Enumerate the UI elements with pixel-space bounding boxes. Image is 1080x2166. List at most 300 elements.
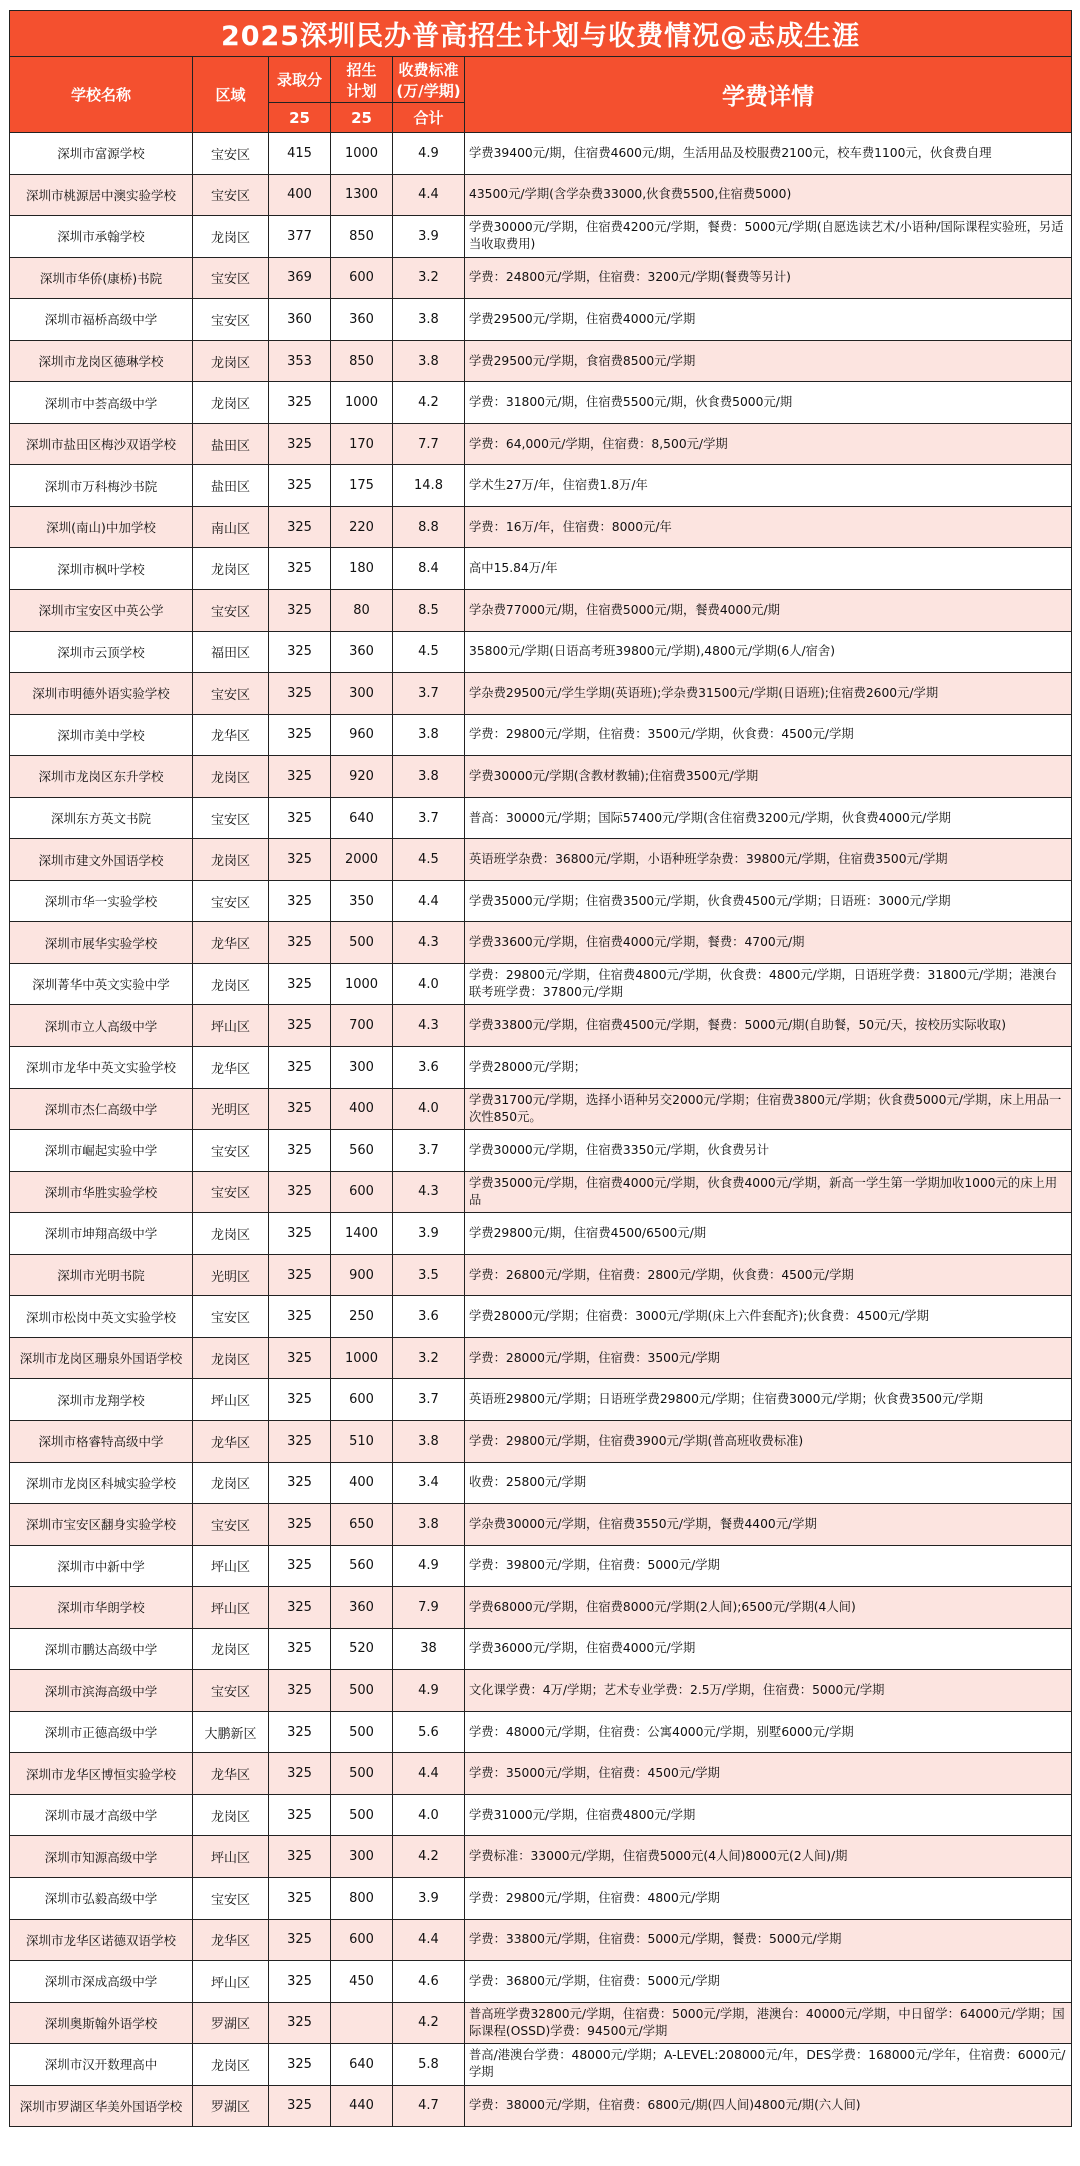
score-cell: 325 — [269, 1628, 331, 1670]
fee-detail-cell: 学费33600元/学期，住宿费4000元/学期，餐费：4700元/期 — [465, 922, 1072, 964]
fee-detail-cell: 学杂费30000元/学期，住宿费3550元/学期，餐费4400元/学期 — [465, 1504, 1072, 1546]
school-name-cell: 深圳市鹏达高级中学 — [10, 1628, 193, 1670]
region-cell: 宝安区 — [193, 880, 269, 922]
plan-cell: 1400 — [331, 1213, 393, 1255]
header-plan — [331, 57, 393, 103]
plan-cell: 800 — [331, 1877, 393, 1919]
school-name-cell: 深圳市汉开数理高中 — [10, 2044, 193, 2086]
region-cell: 宝安区 — [193, 1296, 269, 1338]
table-row — [10, 1919, 1072, 1961]
fee-cell: 4.4 — [393, 1753, 465, 1795]
fee-cell: 4.3 — [393, 922, 465, 964]
score-cell: 325 — [269, 2044, 331, 2086]
school-name-cell: 深圳市杰仁高级中学 — [10, 1088, 193, 1130]
fee-cell: 4.3 — [393, 1005, 465, 1047]
fee-detail-cell: 学费30000元/学期(含教材教辅);住宿费3500元/学期 — [465, 756, 1072, 798]
fee-cell: 38 — [393, 1628, 465, 1670]
plan-cell: 850 — [331, 216, 393, 258]
header-fee — [393, 57, 465, 103]
fee-cell: 3.8 — [393, 340, 465, 382]
score-cell: 325 — [269, 1462, 331, 1504]
school-name-cell: 深圳市格睿特高级中学 — [10, 1420, 193, 1462]
plan-cell: 500 — [331, 1711, 393, 1753]
school-name-cell: 深圳市龙华区博恒实验学校 — [10, 1753, 193, 1795]
region-cell: 龙华区 — [193, 1919, 269, 1961]
region-cell: 龙岗区 — [193, 756, 269, 798]
fee-cell: 4.9 — [393, 1670, 465, 1712]
plan-cell: 920 — [331, 756, 393, 798]
fee-cell: 3.8 — [393, 299, 465, 341]
header-region: 区域 — [193, 57, 269, 133]
table-row — [10, 922, 1072, 964]
school-name-cell: 深圳市华朗学校 — [10, 1587, 193, 1629]
school-name-cell: 深圳市坤翔高级中学 — [10, 1213, 193, 1255]
score-cell: 325 — [269, 548, 331, 590]
region-cell: 光明区 — [193, 1254, 269, 1296]
fee-cell: 3.7 — [393, 673, 465, 715]
score-cell: 325 — [269, 1254, 331, 1296]
score-cell: 325 — [269, 1587, 331, 1629]
table-row — [10, 1047, 1072, 1089]
school-name-cell: 深圳市松岗中英文实验学校 — [10, 1296, 193, 1338]
region-cell: 宝安区 — [193, 1130, 269, 1172]
region-cell: 坪山区 — [193, 1379, 269, 1421]
fee-detail-cell: 英语班29800元/学期；日语班学费29800元/学期；住宿费3000元/学期；伙食费3500元/学期 — [465, 1379, 1072, 1421]
score-cell: 325 — [269, 797, 331, 839]
score-cell: 325 — [269, 1753, 331, 1795]
fee-detail-cell: 学费：36800元/学期，住宿费：5000元/学期 — [465, 1961, 1072, 2003]
score-cell: 325 — [269, 756, 331, 798]
school-name-cell: 深圳市龙华中英文实验学校 — [10, 1047, 193, 1089]
fee-detail-cell: 学费39400元/期，住宿费4600元/期，生活用品及校服费2100元，校车费1100元，伙食费自理 — [465, 133, 1072, 175]
fee-detail-cell: 学费29500元/学期，食宿费8500元/学期 — [465, 340, 1072, 382]
region-cell: 龙岗区 — [193, 1337, 269, 1379]
fee-detail-cell: 学费：64,000元/学期，住宿费：8,500元/学期 — [465, 423, 1072, 465]
school-name-cell: 深圳市富源学校 — [10, 133, 193, 175]
region-cell: 南山区 — [193, 506, 269, 548]
score-cell: 325 — [269, 1711, 331, 1753]
plan-cell: 450 — [331, 1961, 393, 2003]
table-row — [10, 590, 1072, 632]
table-row — [10, 1420, 1072, 1462]
plan-cell: 600 — [331, 1379, 393, 1421]
fee-detail-cell: 英语班学杂费：36800元/学期，小语种班学杂费：39800元/学期，住宿费3500元/学期 — [465, 839, 1072, 881]
table-row — [10, 1254, 1072, 1296]
score-cell: 325 — [269, 2085, 331, 2127]
school-name-cell: 深圳(南山)中加学校 — [10, 506, 193, 548]
plan-cell: 175 — [331, 465, 393, 507]
fee-detail-cell: 学费：48000元/学期，住宿费：公寓4000元/学期，别墅6000元/学期 — [465, 1711, 1072, 1753]
score-cell: 325 — [269, 1836, 331, 1878]
plan-cell: 1000 — [331, 1337, 393, 1379]
score-cell: 325 — [269, 1213, 331, 1255]
page-title: 2025深圳民办普高招生计划与收费情况@志成生涯 — [10, 11, 1072, 57]
school-name-cell: 深圳市立人高级中学 — [10, 1005, 193, 1047]
school-name-cell: 深圳市展华实验学校 — [10, 922, 193, 964]
school-name-cell: 深圳市建文外国语学校 — [10, 839, 193, 881]
region-cell: 龙华区 — [193, 714, 269, 756]
fee-cell: 3.9 — [393, 216, 465, 258]
region-cell: 龙华区 — [193, 1047, 269, 1089]
score-cell: 325 — [269, 880, 331, 922]
fee-cell: 4.0 — [393, 963, 465, 1005]
fee-cell: 3.9 — [393, 1877, 465, 1919]
plan-cell: 560 — [331, 1130, 393, 1172]
region-cell: 龙岗区 — [193, 216, 269, 258]
fee-detail-cell: 35800元/学期(日语高考班39800元/学期),4800元/学期(6人/宿舍) — [465, 631, 1072, 673]
plan-cell: 220 — [331, 506, 393, 548]
school-name-cell: 深圳市明德外语实验学校 — [10, 673, 193, 715]
fee-cell: 3.8 — [393, 1420, 465, 1462]
region-cell: 罗湖区 — [193, 2002, 269, 2044]
fee-detail-cell: 学费：24800元/学期，住宿费：3200元/学期(餐费等另计) — [465, 257, 1072, 299]
plan-cell: 500 — [331, 1753, 393, 1795]
fee-detail-cell: 学费：28000元/学期，住宿费：3500元/学期 — [465, 1337, 1072, 1379]
school-name-cell: 深圳市宝安区中英公学 — [10, 590, 193, 632]
plan-cell: 2000 — [331, 839, 393, 881]
fee-cell: 3.7 — [393, 1130, 465, 1172]
table-row — [10, 1462, 1072, 1504]
score-cell: 325 — [269, 1337, 331, 1379]
region-cell: 龙岗区 — [193, 963, 269, 1005]
score-cell: 325 — [269, 1088, 331, 1130]
fee-cell: 3.9 — [393, 1213, 465, 1255]
region-cell: 宝安区 — [193, 1670, 269, 1712]
score-cell: 325 — [269, 922, 331, 964]
table-row — [10, 2002, 1072, 2044]
header-fee-sub: 合计 — [393, 103, 465, 133]
fee-detail-cell: 学费：26800元/学期，住宿费：2800元/学期，伙食费：4500元/学期 — [465, 1254, 1072, 1296]
plan-cell: 300 — [331, 1836, 393, 1878]
fee-detail-cell: 学费31000元/学期，住宿费4800元/学期 — [465, 1794, 1072, 1836]
region-cell: 盐田区 — [193, 465, 269, 507]
fee-detail-cell: 学费29800元/期，住宿费4500/6500元/期 — [465, 1213, 1072, 1255]
table-row — [10, 797, 1072, 839]
score-cell: 325 — [269, 1379, 331, 1421]
fee-detail-cell: 学费28000元/学期； — [465, 1047, 1072, 1089]
plan-cell: 700 — [331, 1005, 393, 1047]
region-cell: 宝安区 — [193, 174, 269, 216]
fee-cell: 3.7 — [393, 797, 465, 839]
fee-cell: 4.5 — [393, 631, 465, 673]
fee-detail-cell: 学费33800元/学期，住宿费4500元/学期，餐费：5000元/期(自助餐，50元/天，按校历实际收取) — [465, 1005, 1072, 1047]
table-row — [10, 340, 1072, 382]
fee-detail-cell: 学费标准：33000元/学期，住宿费5000元(4人间)8000元(2人间)/期 — [465, 1836, 1072, 1878]
score-cell: 325 — [269, 673, 331, 715]
school-name-cell: 深圳市中新中学 — [10, 1545, 193, 1587]
table-row — [10, 673, 1072, 715]
region-cell: 罗湖区 — [193, 2085, 269, 2127]
school-name-cell: 深圳市龙岗区德琳学校 — [10, 340, 193, 382]
plan-cell: 520 — [331, 1628, 393, 1670]
school-name-cell: 深圳菁华中英文实验中学 — [10, 963, 193, 1005]
school-name-cell: 深圳市弘毅高级中学 — [10, 1877, 193, 1919]
table-row — [10, 1711, 1072, 1753]
school-name-cell: 深圳市罗湖区华美外国语学校 — [10, 2085, 193, 2127]
region-cell: 宝安区 — [193, 1171, 269, 1213]
plan-cell: 600 — [331, 257, 393, 299]
fee-detail-cell: 学费：16万/年，住宿费：8000元/年 — [465, 506, 1072, 548]
region-cell: 龙岗区 — [193, 1794, 269, 1836]
score-cell: 369 — [269, 257, 331, 299]
score-cell: 325 — [269, 1877, 331, 1919]
fee-cell: 4.4 — [393, 880, 465, 922]
fee-cell: 3.6 — [393, 1047, 465, 1089]
fee-detail-cell: 学费：29800元/学期，住宿费4800元/学期，伙食费：4800元/学期，日语班学费：31800元/学期；港澳台联考班学费：37800元/学期 — [465, 963, 1072, 1005]
region-cell: 宝安区 — [193, 133, 269, 175]
plan-cell: 360 — [331, 1587, 393, 1629]
fee-detail-cell: 普高班学费32800元/学期，住宿费：5000元/学期，港澳台：40000元/学期，中日留学：64000元/学期；国际课程(OSSD)学费：94500元/学期 — [465, 2002, 1072, 2044]
score-cell: 325 — [269, 1130, 331, 1172]
score-cell: 325 — [269, 1545, 331, 1587]
table-row — [10, 423, 1072, 465]
region-cell: 宝安区 — [193, 797, 269, 839]
region-cell: 龙岗区 — [193, 1213, 269, 1255]
fee-cell: 4.4 — [393, 174, 465, 216]
fee-cell: 4.2 — [393, 2002, 465, 2044]
fee-cell: 3.4 — [393, 1462, 465, 1504]
score-cell: 377 — [269, 216, 331, 258]
table-row — [10, 1794, 1072, 1836]
table-row — [10, 1171, 1072, 1213]
plan-cell: 180 — [331, 548, 393, 590]
score-cell: 400 — [269, 174, 331, 216]
school-name-cell: 深圳市华胜实验学校 — [10, 1171, 193, 1213]
school-name-cell: 深圳市龙岗区东升学校 — [10, 756, 193, 798]
plan-cell: 500 — [331, 1794, 393, 1836]
plan-cell: 500 — [331, 922, 393, 964]
score-cell: 325 — [269, 1296, 331, 1338]
fee-detail-cell: 学费31700元/学期，选择小语种另交2000元/学期；住宿费3800元/学期；伙食费5000元/学期，床上用品一次性850元。 — [465, 1088, 1072, 1130]
header-fee-line1: 收费标准 — [398, 60, 459, 79]
region-cell: 龙岗区 — [193, 340, 269, 382]
table-row — [10, 714, 1072, 756]
table-row — [10, 1296, 1072, 1338]
table-row — [10, 1836, 1072, 1878]
plan-cell: 650 — [331, 1504, 393, 1546]
plan-cell: 600 — [331, 1919, 393, 1961]
fee-detail-cell: 普高：30000元/学期；国际57400元/学期(含住宿费3200元/学期，伙食费4000元/学期 — [465, 797, 1072, 839]
region-cell: 坪山区 — [193, 1961, 269, 2003]
table-row — [10, 1088, 1072, 1130]
table-row — [10, 880, 1072, 922]
plan-cell: 300 — [331, 673, 393, 715]
plan-cell: 640 — [331, 797, 393, 839]
fee-detail-cell: 43500元/学期(含学杂费33000,伙食费5500,住宿费5000) — [465, 174, 1072, 216]
plan-cell: 510 — [331, 1420, 393, 1462]
table-row — [10, 1753, 1072, 1795]
table-row — [10, 216, 1072, 258]
fee-detail-cell: 学费：33800元/学期，住宿费：5000元/学期，餐费：5000元/学期 — [465, 1919, 1072, 1961]
school-name-cell: 深圳市晟才高级中学 — [10, 1794, 193, 1836]
school-name-cell: 深圳市龙华区诺德双语学校 — [10, 1919, 193, 1961]
fee-cell: 4.2 — [393, 1836, 465, 1878]
score-cell: 325 — [269, 1919, 331, 1961]
school-name-cell: 深圳市正德高级中学 — [10, 1711, 193, 1753]
region-cell: 龙岗区 — [193, 548, 269, 590]
school-name-cell: 深圳市光明书院 — [10, 1254, 193, 1296]
table-row — [10, 1130, 1072, 1172]
score-cell: 325 — [269, 1047, 331, 1089]
region-cell: 宝安区 — [193, 590, 269, 632]
fee-cell: 14.8 — [393, 465, 465, 507]
plan-cell: 960 — [331, 714, 393, 756]
plan-cell: 850 — [331, 340, 393, 382]
table-row — [10, 756, 1072, 798]
school-name-cell: 深圳东方英文书院 — [10, 797, 193, 839]
fee-cell: 4.5 — [393, 839, 465, 881]
fee-cell: 5.6 — [393, 1711, 465, 1753]
fee-detail-cell: 学费35000元/学期；住宿费3500元/学期，伙食费4500元/学期；日语班：3000元/学期 — [465, 880, 1072, 922]
fee-cell: 3.6 — [393, 1296, 465, 1338]
fee-cell: 7.7 — [393, 423, 465, 465]
table-row — [10, 1587, 1072, 1629]
school-name-cell: 深圳市龙翔学校 — [10, 1379, 193, 1421]
region-cell: 宝安区 — [193, 1504, 269, 1546]
fee-cell: 8.8 — [393, 506, 465, 548]
region-cell: 龙岗区 — [193, 1462, 269, 1504]
plan-cell — [331, 2002, 393, 2044]
score-cell: 325 — [269, 506, 331, 548]
score-cell: 325 — [269, 1420, 331, 1462]
table-row — [10, 2044, 1072, 2086]
region-cell: 龙华区 — [193, 1420, 269, 1462]
school-name-cell: 深圳市龙岗区科城实验学校 — [10, 1462, 193, 1504]
fee-cell: 3.8 — [393, 756, 465, 798]
score-cell: 325 — [269, 1504, 331, 1546]
plan-cell: 80 — [331, 590, 393, 632]
table-row — [10, 1504, 1072, 1546]
plan-cell: 500 — [331, 1670, 393, 1712]
table-row — [10, 174, 1072, 216]
fee-detail-cell: 学费：35000元/学期，住宿费：4500元/学期 — [465, 1753, 1072, 1795]
table-row — [10, 506, 1072, 548]
school-name-cell: 深圳市中荟高级中学 — [10, 382, 193, 424]
school-name-cell: 深圳市深成高级中学 — [10, 1961, 193, 2003]
school-name-cell: 深圳市万科梅沙书院 — [10, 465, 193, 507]
plan-cell: 1300 — [331, 174, 393, 216]
region-cell: 龙岗区 — [193, 1628, 269, 1670]
fee-detail-cell: 学费：29800元/学期，住宿费3900元/学期(普高班收费标准) — [465, 1420, 1072, 1462]
score-cell: 325 — [269, 465, 331, 507]
fee-cell: 4.0 — [393, 1794, 465, 1836]
region-cell: 福田区 — [193, 631, 269, 673]
school-name-cell: 深圳市云顶学校 — [10, 631, 193, 673]
score-cell: 325 — [269, 714, 331, 756]
school-name-cell: 深圳市龙岗区珊泉外国语学校 — [10, 1337, 193, 1379]
region-cell: 宝安区 — [193, 1877, 269, 1919]
fee-cell: 4.9 — [393, 1545, 465, 1587]
fee-detail-cell: 学费36000元/学期，住宿费4000元/学期 — [465, 1628, 1072, 1670]
plan-cell: 400 — [331, 1088, 393, 1130]
score-cell: 325 — [269, 382, 331, 424]
fee-detail-cell: 学费30000元/学期，住宿费3350元/学期，伙食费另计 — [465, 1130, 1072, 1172]
plan-cell: 300 — [331, 1047, 393, 1089]
fee-cell: 4.0 — [393, 1088, 465, 1130]
header-plan-line2: 计划 — [346, 81, 377, 100]
header-score: 录取分 — [269, 57, 331, 103]
plan-cell: 170 — [331, 423, 393, 465]
table-row — [10, 1877, 1072, 1919]
fee-detail-cell: 学杂费29500元/学生学期(英语班);学杂费31500元/学期(日语班);住宿费2600元/学期 — [465, 673, 1072, 715]
fee-detail-cell: 学费68000元/学期，住宿费8000元/学期(2人间);6500元/学期(4人间) — [465, 1587, 1072, 1629]
table-row — [10, 963, 1072, 1005]
plan-cell: 900 — [331, 1254, 393, 1296]
school-name-cell: 深圳市知源高级中学 — [10, 1836, 193, 1878]
fee-cell: 3.5 — [393, 1254, 465, 1296]
school-name-cell: 深圳市福桥高级中学 — [10, 299, 193, 341]
score-cell: 325 — [269, 423, 331, 465]
fee-detail-cell: 学费：29800元/学期，住宿费：4800元/学期 — [465, 1877, 1072, 1919]
fee-cell: 7.9 — [393, 1587, 465, 1629]
fee-cell: 4.7 — [393, 2085, 465, 2127]
plan-cell: 250 — [331, 1296, 393, 1338]
plan-cell: 600 — [331, 1171, 393, 1213]
table-row — [10, 1337, 1072, 1379]
fee-detail-cell: 学费：29800元/学期，住宿费：3500元/学期，伙食费：4500元/学期 — [465, 714, 1072, 756]
region-cell: 龙华区 — [193, 1753, 269, 1795]
fee-detail-cell: 学费35000元/学期，住宿费4000元/学期，伙食费4000元/学期，新高一学生第一学期加收1000元的床上用品 — [465, 1171, 1072, 1213]
score-cell: 325 — [269, 1171, 331, 1213]
fee-cell: 4.2 — [393, 382, 465, 424]
score-cell: 415 — [269, 133, 331, 175]
header-fee-line2: (万/学期) — [396, 81, 461, 100]
fee-detail-cell: 学费：38000元/学期，住宿费：6800元/期(四人间)4800元/期(六人间) — [465, 2085, 1072, 2127]
table-row — [10, 382, 1072, 424]
fee-detail-cell: 收费：25800元/学期 — [465, 1462, 1072, 1504]
region-cell: 宝安区 — [193, 257, 269, 299]
school-name-cell: 深圳奥斯翰外语学校 — [10, 2002, 193, 2044]
school-name-cell: 深圳市盐田区梅沙双语学校 — [10, 423, 193, 465]
fee-cell: 8.4 — [393, 548, 465, 590]
score-cell: 325 — [269, 1005, 331, 1047]
score-cell: 325 — [269, 1961, 331, 2003]
table-row — [10, 1379, 1072, 1421]
table-row — [10, 257, 1072, 299]
fee-cell: 3.2 — [393, 1337, 465, 1379]
fee-detail-cell: 学费：39800元/学期，住宿费：5000元/学期 — [465, 1545, 1072, 1587]
school-name-cell: 深圳市美中学校 — [10, 714, 193, 756]
plan-cell: 1000 — [331, 133, 393, 175]
fee-detail-cell: 学杂费77000元/期，住宿费5000元/期，餐费4000元/期 — [465, 590, 1072, 632]
table-row — [10, 839, 1072, 881]
header-detail: 学费详情 — [465, 57, 1072, 133]
table-body — [10, 133, 1072, 2127]
table-row — [10, 299, 1072, 341]
fee-detail-cell: 文化课学费：4万/学期；艺术专业学费：2.5万/学期，住宿费：5000元/学期 — [465, 1670, 1072, 1712]
fee-detail-cell: 高中15.84万/年 — [465, 548, 1072, 590]
fee-detail-cell: 学费：31800元/期，住宿费5500元/期，伙食费5000元/期 — [465, 382, 1072, 424]
school-name-cell: 深圳市华一实验学校 — [10, 880, 193, 922]
school-name-cell: 深圳市桃源居中澳实验学校 — [10, 174, 193, 216]
table-row — [10, 1545, 1072, 1587]
table-row — [10, 548, 1072, 590]
fee-cell: 4.3 — [393, 1171, 465, 1213]
fee-cell: 4.6 — [393, 1961, 465, 2003]
fee-cell: 3.2 — [393, 257, 465, 299]
fee-detail-cell: 普高/港澳台学费：48000元/学期；A-LEVEL:208000元/年，DES学费：168000元/学年，住宿费：6000元/学期 — [465, 2044, 1072, 2086]
school-name-cell: 深圳市崛起实验中学 — [10, 1130, 193, 1172]
school-name-cell: 深圳市承翰学校 — [10, 216, 193, 258]
plan-cell: 560 — [331, 1545, 393, 1587]
fee-detail-cell: 学费30000元/学期，住宿费4200元/学期，餐费：5000元/学期(自愿选读艺术/小语种/国际课程实验班，另适当收取费用) — [465, 216, 1072, 258]
region-cell: 龙岗区 — [193, 839, 269, 881]
score-cell: 325 — [269, 631, 331, 673]
header-plan-line1: 招生 — [346, 60, 377, 79]
region-cell: 龙岗区 — [193, 2044, 269, 2086]
fee-cell: 3.8 — [393, 714, 465, 756]
region-cell: 坪山区 — [193, 1587, 269, 1629]
